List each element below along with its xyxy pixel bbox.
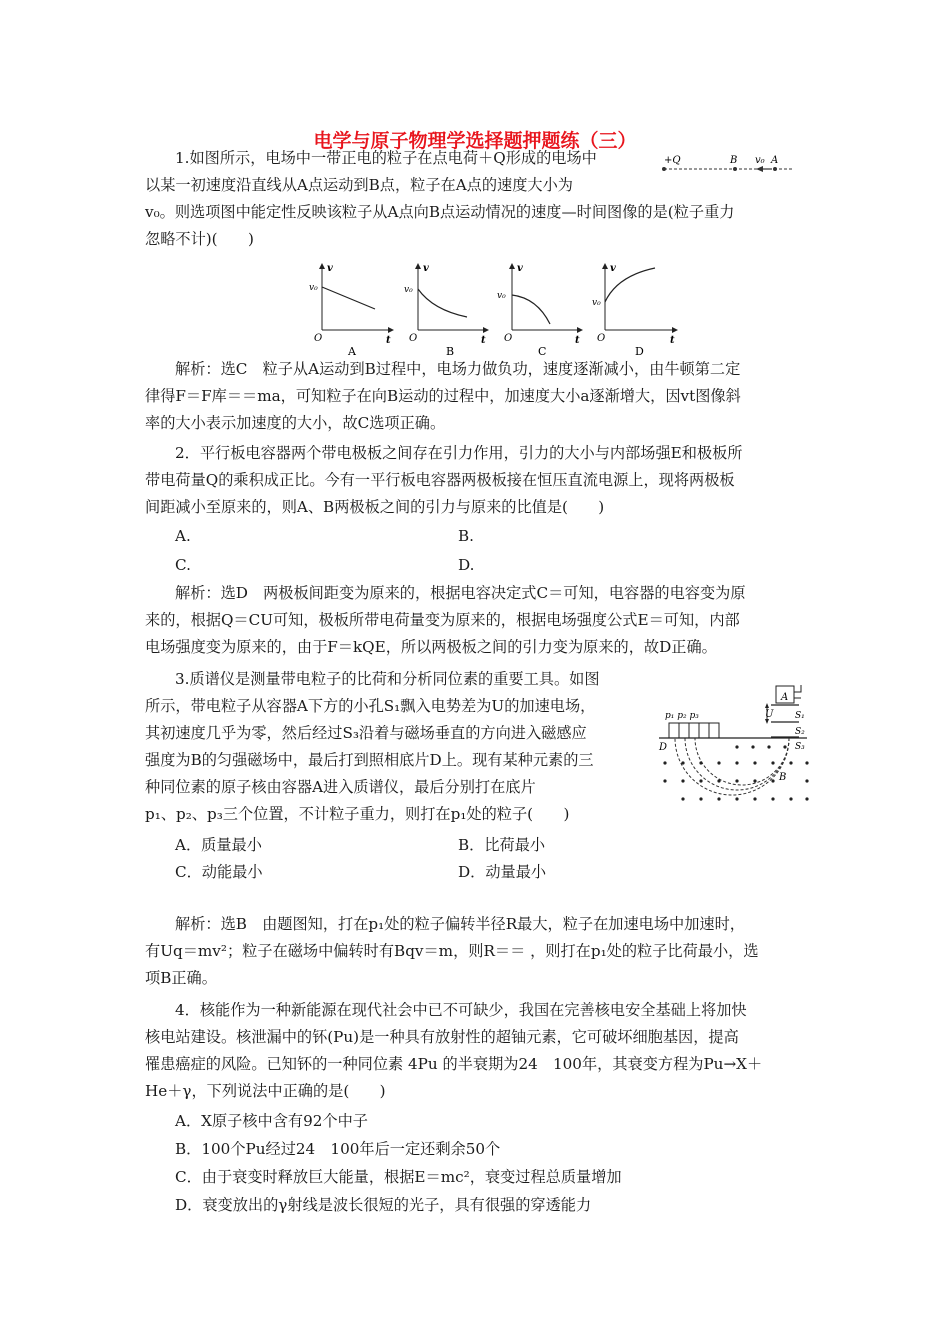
q2-analysis-3: 电场强度变为原来的，由于F＝kQE，所以两极板之间的引力变为原来的，故D正确。 xyxy=(145,638,717,656)
q1-fig-label-v0: v₀ xyxy=(755,155,765,166)
q2-option-a: A. xyxy=(175,527,191,545)
q3-fig-label-d: D xyxy=(659,742,668,753)
q2-analysis-2: 来的，根据Q＝CU可知，极板所带电荷量变为原来的，根据电场强度公式E＝可知，内部 xyxy=(145,611,740,629)
q3-analysis-2: 有Uq＝mv²；粒子在磁场中偏转时有Bqv＝m，则R＝＝ ，则打在p₁处的粒子比荷最小，选 xyxy=(145,942,759,960)
q1-fig-label-q: +Q xyxy=(664,155,681,166)
graph-c xyxy=(497,263,582,358)
q1-line-4: 忽略不计)( ) xyxy=(145,230,254,248)
graph-b xyxy=(404,263,488,358)
q1-fig-label-b: B xyxy=(730,155,738,166)
graph-d-o: O xyxy=(597,333,606,344)
graph-c-o: O xyxy=(504,333,513,344)
graph-c-t: t xyxy=(575,335,580,346)
graph-a-label: A xyxy=(348,345,356,358)
q2-line-2: 带电荷量Q的乘积成正比。今有一平行板电容器两极板接在恒压直流电源上，现将两极板 xyxy=(145,471,735,489)
graph-d-label: D xyxy=(635,345,644,358)
q1-fig-label-a: A xyxy=(771,155,779,166)
q3-option-b: B．比荷最小 xyxy=(458,836,546,854)
q3-option-d: D．动量最小 xyxy=(458,863,547,881)
q4-option-b: B．100个Pu经过24 100年后一定还剩余50个 xyxy=(175,1140,501,1158)
q3-fig-label-a: A xyxy=(781,692,789,703)
q3-fig-label-s3: S₃ xyxy=(795,742,805,752)
q2-option-b: B. xyxy=(458,527,474,545)
q2-analysis-1: 解析：选D 两极板间距变为原来的，根据电容决定式C＝可知，电容器的电容变为原 xyxy=(175,584,746,602)
q3-fig-label-b: B xyxy=(779,772,787,783)
graph-b-v: v xyxy=(423,263,429,274)
q3-mass-spectrometer-figure xyxy=(655,680,815,815)
q2-line-1: 2．平行板电容器两个带电极板之间存在引力作用，引力的大小与内部场强E和极板所 xyxy=(175,444,743,462)
q1-vt-graphs xyxy=(305,258,685,358)
graph-a-v0: v₀ xyxy=(309,283,318,293)
q1-analysis-1: 解析：选C 粒子从A运动到B过程中，电场力做负功，速度逐渐减小，由牛顿第二定 xyxy=(175,360,741,378)
q3-fig-label-u: U xyxy=(765,709,774,720)
q3-line-1: 3.质谱仪是测量带电粒子的比荷和分析同位素的重要工具。如图 xyxy=(175,670,600,688)
graph-d-t: t xyxy=(670,335,675,346)
q3-analysis-1: 解析：选B 由题图知，打在p₁处的粒子偏转半径R最大，粒子在加速电场中加速时， xyxy=(175,915,745,933)
q3-fig-label-s1: S₁ xyxy=(795,711,805,721)
q4-line-1: 4．核能作为一种新能源在现代社会中已不可缺少，我国在完善核电安全基础上将加快 xyxy=(175,1001,747,1019)
graph-d-v0: v₀ xyxy=(592,298,601,308)
q3-option-a: A．质量最小 xyxy=(175,836,262,854)
page-title: 电学与原子物理学选择题押题练（三） xyxy=(313,130,637,152)
graph-a-o: O xyxy=(314,333,323,344)
q3-line-6: p₁、p₂、p₃三个位置，不计粒子重力，则打在p₁处的粒子( ) xyxy=(145,805,570,823)
q1-analysis-3: 率的大小表示加速度的大小，故C选项正确。 xyxy=(145,414,446,432)
q4-option-a: A．X原子核中含有92个中子 xyxy=(175,1112,368,1130)
q1-line-2: 以某一初速度沿直线从A点运动到B点，粒子在A点的速度大小为 xyxy=(145,176,573,194)
q1-line-1: 1.如图所示，电场中一带正电的粒子在点电荷＋Q形成的电场中 xyxy=(175,149,597,167)
graph-b-v0: v₀ xyxy=(404,285,413,295)
q4-option-d: D．衰变放出的γ射线是波长很短的光子，具有很强的穿透能力 xyxy=(175,1196,592,1214)
graph-d-v: v xyxy=(610,263,616,274)
graph-d xyxy=(592,263,677,358)
graph-c-v: v xyxy=(517,263,523,274)
q3-fig-label-p: p₁ p₂ p₃ xyxy=(665,711,699,721)
graph-b-label: B xyxy=(446,345,455,358)
q4-line-2: 核电站建设。核泄漏中的钚(Pu)是一种具有放射性的超铀元素，它可破坏细胞基因，提高 xyxy=(145,1028,739,1046)
graph-a-v: v xyxy=(327,263,333,274)
graph-a xyxy=(309,263,393,358)
q3-line-5: 种同位素的原子核由容器A进入质谱仪，最后分别打在底片 xyxy=(145,778,536,796)
q4-option-c: C．由于衰变时释放巨大能量，根据E＝mc²，衰变过程总质量增加 xyxy=(175,1168,622,1186)
graph-a-t: t xyxy=(386,335,391,346)
graph-c-label: C xyxy=(538,345,547,358)
q2-option-c: C. xyxy=(175,556,191,574)
q1-field-figure xyxy=(660,150,800,180)
q1-analysis-2: 律得F＝F库＝＝ma，可知粒子在向B运动的过程中，加速度大小a逐渐增大，因vt图像斜 xyxy=(145,387,741,405)
q4-line-3: 罹患癌症的风险。已知钚的一种同位素 4Pu 的半衰期为24 100年，其衰变方程为Pu→X＋ xyxy=(145,1055,763,1073)
graph-b-t: t xyxy=(481,335,486,346)
q1-line-3: v₀。则选项图中能定性反映该粒子从A点向B点运动情况的速度—时间图像的是(粒子重力 xyxy=(145,203,735,221)
q3-line-4: 强度为B的匀强磁场中，最后打到照相底片D上。现有某种元素的三 xyxy=(145,751,594,769)
graph-b-o: O xyxy=(409,333,418,344)
graph-c-v0: v₀ xyxy=(497,291,506,301)
q4-line-4: He＋γ，下列说法中正确的是( ) xyxy=(145,1082,386,1100)
q3-option-c: C．动能最小 xyxy=(175,863,263,881)
q3-line-2: 所示，带电粒子从容器A下方的小孔S₁飘入电势差为U的加速电场， xyxy=(145,697,596,715)
q2-option-d: D. xyxy=(458,556,475,574)
q2-line-3: 间距减小至原来的，则A、B两极板之间的引力与原来的比值是( ) xyxy=(145,498,605,516)
q3-line-3: 其初速度几乎为零，然后经过S₃沿着与磁场垂直的方向进入磁感应 xyxy=(145,724,587,742)
q3-analysis-3: 项B正确。 xyxy=(145,969,217,987)
q3-fig-label-s2: S₂ xyxy=(795,727,805,737)
